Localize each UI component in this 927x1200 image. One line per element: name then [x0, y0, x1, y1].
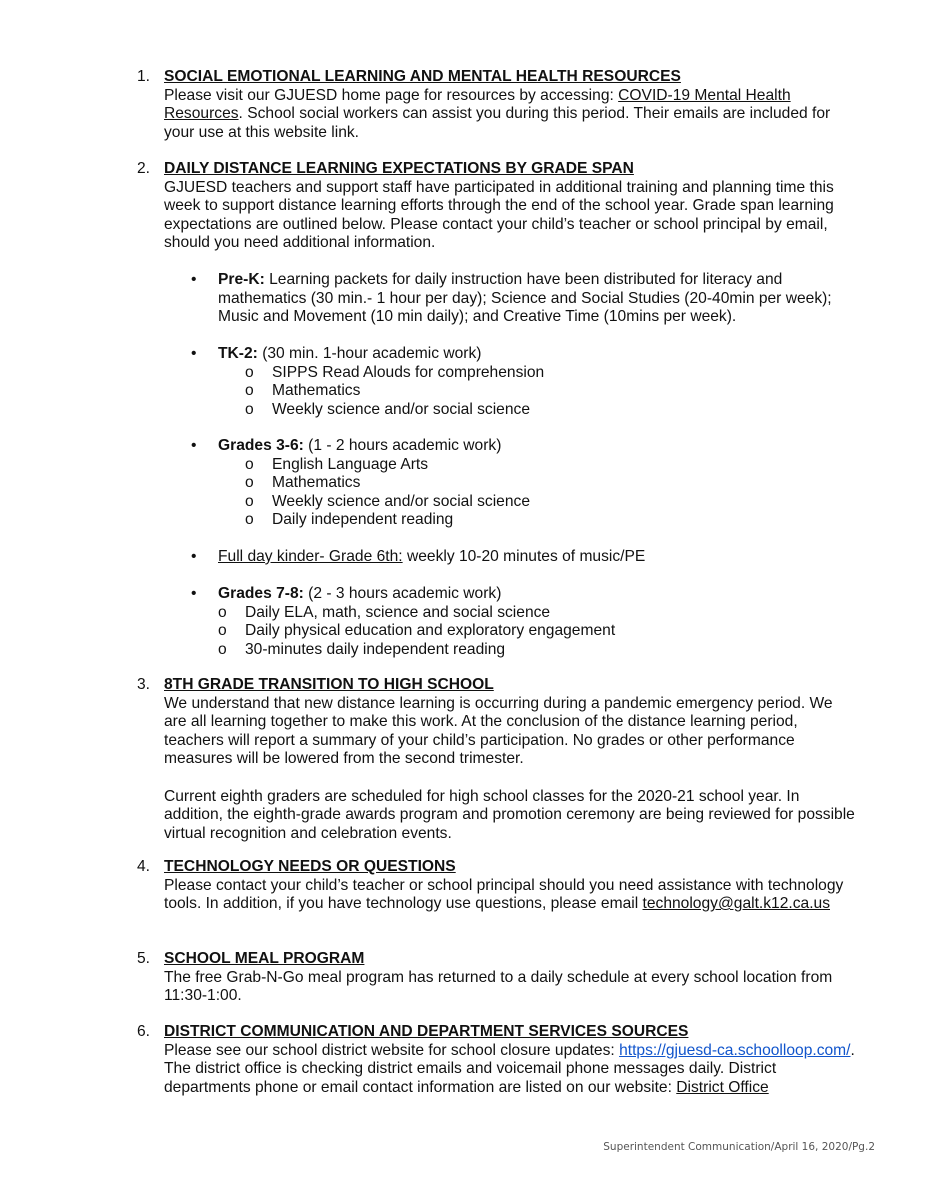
section-paragraph: We understand that new distance learning is occurring during a pandemic emergency period. We are all learning together to make this work. At the conclusion of the distance learning period, teachers will report a summary of your child’s participation. No grades or other performance measures will be lowered from the second trimester. [164, 694, 833, 768]
text-part: Please visit our GJUESD home page for resources by accessing: [164, 86, 619, 104]
sub-item-text: Daily independent reading [272, 511, 454, 529]
bullet-full-day-kinder [191, 548, 841, 567]
bullet-label: Grades 7-8: [218, 585, 304, 602]
section-distance-learning [137, 160, 857, 253]
section-number: 4. [137, 858, 151, 875]
section-heading: 8TH GRADE TRANSITION TO HIGH SCHOOL [164, 676, 494, 693]
technology-email-link[interactable]: technology@galt.k12.ca.us [642, 895, 830, 913]
text-part: . School social workers can assist you during this period. Their emails are included for your use at this website link. [164, 105, 831, 141]
sub-item [245, 456, 841, 475]
bullet-icon: • [191, 585, 197, 602]
bullet-label: Grades 3-6: [218, 437, 304, 454]
sub-bullet-icon: o [245, 474, 254, 492]
section-text: GJUESD teachers and support staff have participated in additional training and planning time this week to support distance learning efforts through the end of the school year. Grade span learning expectations are outlined below. Please contact your child’s teacher or school principal by email, should you need additional information. [164, 178, 834, 252]
bullet-tk2 [191, 345, 841, 419]
sub-bullet-icon: o [218, 603, 227, 621]
sub-item [218, 622, 841, 641]
text-part: . The district office is checking district emails and voicemail phone messages daily. District departments phone or email contact information are listed on our website: [164, 1041, 855, 1096]
bullet-label: TK-2: [218, 345, 258, 362]
sub-bullet-icon: o [218, 640, 227, 658]
sub-item [245, 493, 841, 512]
section-meal-program [137, 950, 857, 1006]
sub-item-text: English Language Arts [272, 455, 429, 473]
sub-item-text: Weekly science and/or social science [272, 492, 530, 510]
sub-item [245, 474, 841, 493]
page-footer: Superintendent Communication/April 16, 2020/Pg.2 [603, 1141, 875, 1153]
sub-item-text: 30-minutes daily independent reading [245, 640, 506, 658]
section-heading: TECHNOLOGY NEEDS OR QUESTIONS [164, 858, 456, 875]
bullet-text: (1 - 2 hours academic work) [303, 437, 502, 454]
section-district-communication [137, 1023, 857, 1097]
section-mental-health [137, 68, 857, 142]
sub-bullet-icon: o [245, 382, 254, 400]
section-heading: DAILY DISTANCE LEARNING EXPECTATIONS BY GRADE SPAN [164, 160, 634, 177]
section-heading: SCHOOL MEAL PROGRAM [164, 950, 365, 967]
section-heading: SOCIAL EMOTIONAL LEARNING AND MENTAL HEALTH RESOURCES [164, 68, 681, 85]
bullet-grades-3-6 [191, 437, 841, 530]
sub-bullet-icon: o [218, 622, 227, 640]
section-text [164, 87, 857, 143]
section-number: 5. [137, 950, 151, 967]
district-office-link[interactable]: District Office [676, 1078, 769, 1096]
sub-item [245, 382, 841, 401]
section-text: The free Grab-N-Go meal program has returned to a daily schedule at every school location from 11:30-1:00. [164, 968, 833, 1005]
sub-item-text: Daily ELA, math, science and social science [245, 603, 551, 621]
section-number: 1. [137, 68, 151, 85]
bullet-icon: • [191, 271, 197, 288]
bullet-grades-7-8 [191, 585, 841, 659]
section-number: 2. [137, 160, 151, 177]
sub-bullet-icon: o [245, 492, 254, 510]
sub-item [218, 641, 841, 660]
bullet-label: Pre-K: [218, 271, 265, 288]
bullet-label: Full day kinder- Grade 6th: [218, 548, 403, 565]
district-website-link[interactable]: https://gjuesd-ca.schoolloop.com/ [619, 1041, 851, 1059]
sub-item-text: Weekly science and/or social science [272, 400, 530, 418]
text-part: Please contact your child’s teacher or school principal should you need assistance with technology tools. In addition, if you have technology use questions, please email [164, 876, 844, 913]
section-text [164, 1042, 857, 1098]
bullet-text: Learning packets for daily instruction have been distributed for literacy and mathematics (30 min.- 1 hour per day); Science and Social Studies (20-40min per week); Music and Movement (10 min daily); and Creative Time (10mins per week). [218, 271, 832, 326]
section-technology [137, 858, 857, 914]
sub-bullet-icon: o [245, 400, 254, 418]
section-number: 3. [137, 676, 151, 693]
bullet-prek [191, 271, 841, 327]
section-heading: DISTRICT COMMUNICATION AND DEPARTMENT SERVICES SOURCES [164, 1023, 689, 1040]
section-8th-grade-transition [137, 676, 857, 843]
sub-bullet-icon: o [245, 511, 254, 529]
sub-bullet-icon: o [245, 455, 254, 473]
mental-health-resources-link[interactable]: COVID-19 Mental Health Resources [164, 86, 791, 123]
bullet-icon: • [191, 437, 197, 454]
sub-item-text: Daily physical education and exploratory engagement [245, 622, 616, 640]
bullet-text: (30 min. 1-hour academic work) [257, 345, 482, 362]
bullet-text: weekly 10-20 minutes of music/PE [402, 548, 646, 565]
section-paragraph: Current eighth graders are scheduled for high school classes for the 2020-21 school year. In addition, the eighth-grade awards program and promotion ceremony are being reviewed for possible virtual recognition and celebration events. [164, 787, 855, 842]
sub-item [218, 604, 841, 623]
sub-bullet-icon: o [245, 363, 254, 381]
sub-item [245, 511, 841, 530]
bullet-icon: • [191, 345, 197, 362]
sub-item-text: SIPPS Read Alouds for comprehension [272, 363, 545, 381]
text-part: Please see our school district website for school closure updates: [164, 1041, 620, 1059]
sub-item-text: Mathematics [272, 474, 361, 492]
sub-item-text: Mathematics [272, 382, 361, 400]
section-text [164, 877, 857, 914]
bullet-text: (2 - 3 hours academic work) [303, 585, 502, 602]
sub-item [245, 364, 841, 383]
section-number: 6. [137, 1023, 151, 1040]
bullet-icon: • [191, 548, 197, 565]
sub-item [245, 401, 841, 420]
